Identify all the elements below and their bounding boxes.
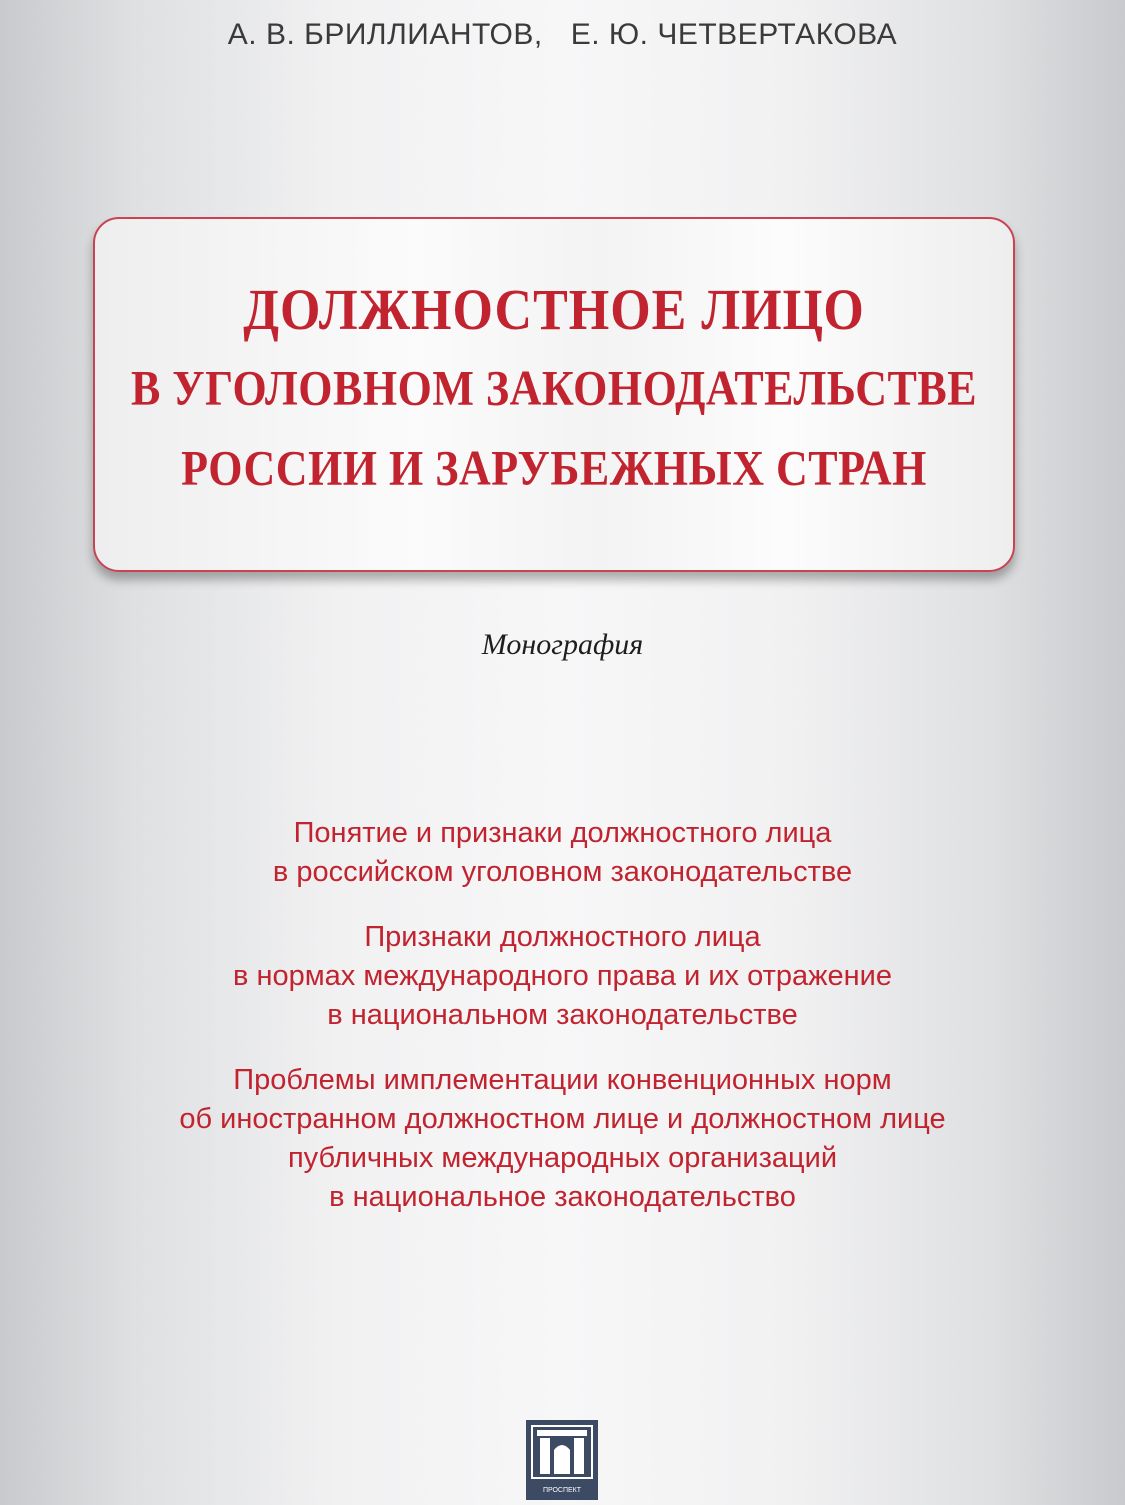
publisher-name: ПРОСПЕКТ xyxy=(542,1487,582,1494)
topic-2-line-2: в нормах международного права и их отражение xyxy=(232,960,892,992)
author-brilliantov: А. В. БРИЛЛИАНТОВ, xyxy=(227,18,543,51)
topic-3-line-4: в национальное законодательство xyxy=(329,1181,796,1213)
publisher-logo-icon xyxy=(526,1420,598,1500)
building-columns-logo-icon xyxy=(526,1420,598,1500)
topic-3-line-3: публичных международных организаций xyxy=(287,1142,838,1174)
authors xyxy=(0,18,1125,52)
topic-1-line-2: в российском уголовном законодательстве xyxy=(272,856,853,888)
genre-label: Монография xyxy=(481,628,644,661)
topic-2-line-3: в национальном законодательстве xyxy=(327,999,798,1031)
topics-list xyxy=(0,814,1125,1243)
topic-1-line-1: Понятие и признаки должностного лица xyxy=(293,817,832,849)
topic-3-line-1: Проблемы имплементации конвенционных норм xyxy=(233,1064,892,1096)
topic-1 xyxy=(0,814,1125,892)
title-panel xyxy=(93,217,1015,572)
title-line-1: ДОЛЖНОСТНОЕ ЛИЦО xyxy=(243,278,865,343)
topic-2 xyxy=(0,918,1125,1035)
title-line-3: РОССИИ И ЗАРУБЕЖНЫХ СТРАН xyxy=(181,441,927,496)
title-line-2: В УГОЛОВНОМ ЗАКОНОДАТЕЛЬСТВЕ xyxy=(130,361,978,416)
topic-3 xyxy=(0,1061,1125,1217)
topic-3-line-2: об иностранном должностном лице и должностном лице xyxy=(179,1103,946,1135)
topic-2-line-1: Признаки должностного лица xyxy=(364,921,761,953)
author-chetvertakova: Е. Ю. ЧЕТВЕРТАКОВА xyxy=(570,18,898,51)
